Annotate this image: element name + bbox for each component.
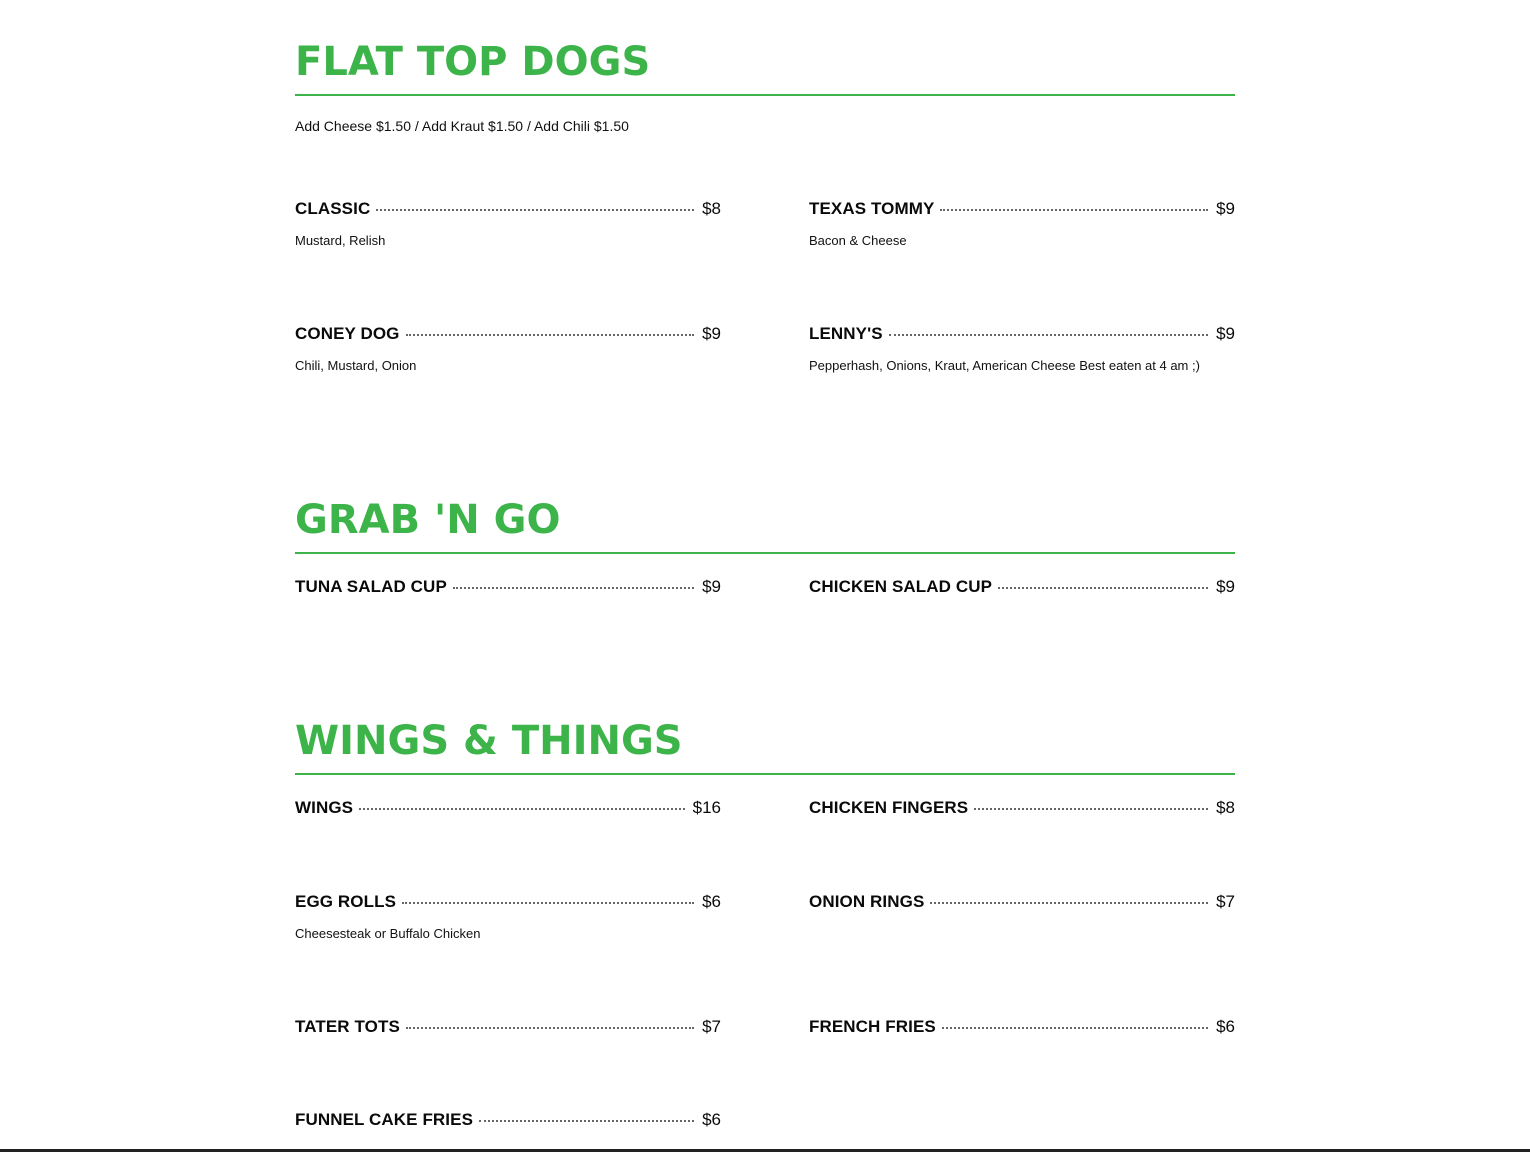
dot-leader: [930, 902, 1208, 904]
item-name: TATER TOTS: [295, 1017, 400, 1036]
item-name: TEXAS TOMMY: [809, 199, 935, 218]
item-description: Bacon & Cheese: [809, 233, 907, 248]
dot-leader: [479, 1120, 694, 1122]
dot-leader: [406, 1027, 694, 1029]
menu-item-onion-rings: [809, 892, 1235, 912]
section-divider: [295, 94, 1235, 96]
section-title: WINGS & THINGS: [295, 718, 683, 764]
menu-item-coney-dog: [295, 324, 721, 373]
item-price: $9: [1216, 324, 1235, 343]
item-price: $9: [1216, 577, 1235, 596]
item-description: Pepperhash, Onions, Kraut, American Cheese Best eaten at 4 am ;): [809, 358, 1200, 373]
item-name: FRENCH FRIES: [809, 1017, 936, 1036]
item-name: CHICKEN SALAD CUP: [809, 577, 993, 596]
menu-item-classic: [295, 199, 721, 248]
item-name: EGG ROLLS: [295, 892, 397, 911]
dot-leader: [359, 808, 685, 810]
dot-leader: [974, 808, 1208, 810]
dot-leader: [402, 902, 694, 904]
dot-leader: [942, 1027, 1208, 1029]
item-price: $8: [702, 199, 721, 218]
add-ons-note: Add Cheese $1.50 / Add Kraut $1.50 / Add Chili $1.50: [295, 118, 629, 134]
item-price: $9: [702, 324, 721, 343]
menu-item-lennys: [809, 324, 1235, 373]
dot-leader: [406, 334, 695, 336]
item-name: CHICKEN FINGERS: [809, 798, 969, 817]
section-title: FLAT TOP DOGS: [295, 39, 651, 85]
item-price: $9: [702, 577, 721, 596]
item-name: ONION RINGS: [809, 892, 925, 911]
menu-item-texas-tommy: [809, 199, 1235, 248]
item-description: Chili, Mustard, Onion: [295, 358, 417, 373]
item-price: $7: [1216, 892, 1235, 911]
item-price: $8: [1216, 798, 1235, 817]
section-divider: [295, 773, 1235, 775]
dot-leader: [889, 334, 1208, 336]
dot-leader: [376, 209, 694, 211]
menu-item-chicken-fingers: [809, 798, 1235, 818]
section-divider: [295, 552, 1235, 554]
item-price: $9: [1216, 199, 1235, 218]
dot-leader: [998, 587, 1208, 589]
menu-item-tuna-salad-cup: [295, 577, 721, 597]
menu-item-wings: [295, 798, 721, 818]
item-name: CONEY DOG: [295, 324, 400, 343]
item-name: FUNNEL CAKE FRIES: [295, 1110, 474, 1129]
item-description: Cheesesteak or Buffalo Chicken: [295, 926, 481, 941]
item-price: $7: [702, 1017, 721, 1036]
item-price: $6: [1216, 1017, 1235, 1036]
item-name: CLASSIC: [295, 199, 371, 218]
menu-item-tater-tots: [295, 1017, 721, 1037]
item-name: WINGS: [295, 798, 354, 817]
menu-item-funnel-cake-fries: [295, 1110, 721, 1130]
menu-item-french-fries: [809, 1017, 1235, 1037]
menu-item-chicken-salad-cup: [809, 577, 1235, 597]
item-price: $6: [702, 1110, 721, 1129]
section-title: GRAB 'N GO: [295, 497, 561, 543]
item-price: $16: [692, 798, 721, 817]
item-description: Mustard, Relish: [295, 233, 386, 248]
dot-leader: [940, 209, 1208, 211]
dot-leader: [453, 587, 694, 589]
menu-item-egg-rolls: [295, 892, 721, 941]
item-name: TUNA SALAD CUP: [295, 577, 447, 596]
item-price: $6: [702, 892, 721, 911]
item-name: LENNY'S: [809, 324, 883, 343]
